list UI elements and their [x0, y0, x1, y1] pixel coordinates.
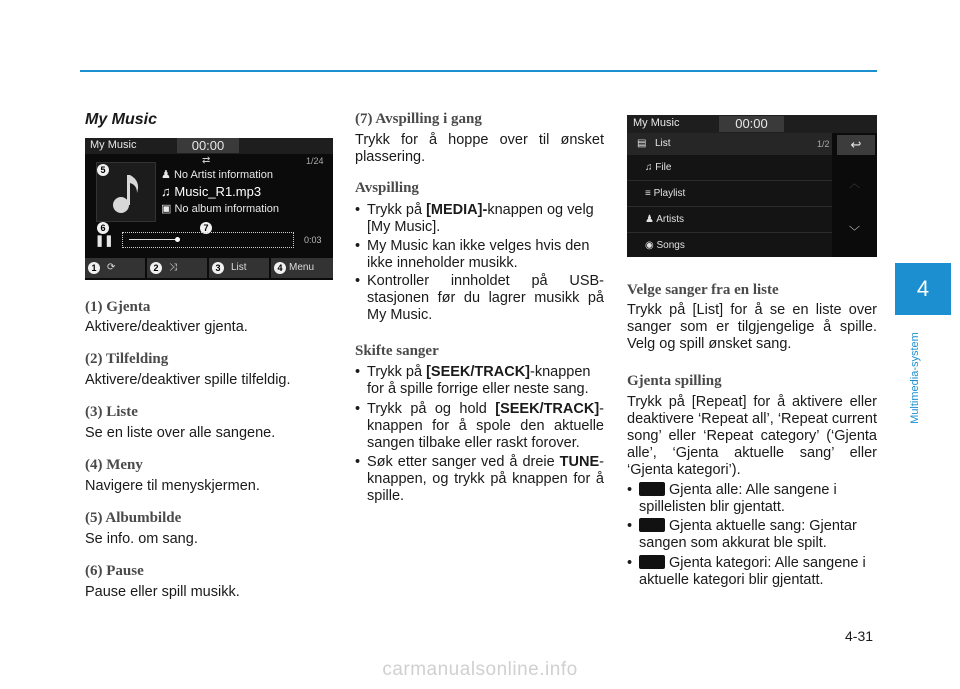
text-select-from-list: Trykk på [List] for å se en liste over sanger som er tilgjengelige å spille. Velg og spill ønsket sang.: [627, 302, 877, 352]
watermark: carmanualsonline.info: [382, 659, 578, 680]
artist-text: No Artist information: [173, 169, 273, 181]
list-item-artists-label: Artists: [656, 214, 684, 225]
page-number: 4-31: [845, 628, 874, 644]
feature-heading-1: (1) Gjenta: [85, 299, 151, 315]
album-icon: ▣: [161, 203, 172, 215]
list-item-playlist-label: Playlist: [653, 188, 686, 199]
progress-bar[interactable]: [122, 232, 294, 248]
feature-heading-3: (3) Liste: [85, 404, 138, 420]
back-button[interactable]: [837, 135, 875, 155]
bullet-repeat-category: [627, 555, 877, 589]
bullet-change-3-post: -knappen, og trykk på knappen for å spille.: [367, 454, 604, 504]
list-header-label: List: [655, 138, 671, 149]
feature-heading-5: (5) Albumbilde: [85, 510, 182, 526]
list-screen-clock: 00:00: [719, 116, 784, 132]
feature-text-2: Aktivere/deaktiver spille tilfeldig.: [85, 372, 291, 388]
bullet-play-3: • Kontroller innholdet på USB-stasjonen før du lagrer musikk på My Music.: [355, 273, 604, 324]
file-icon: ♫: [645, 162, 653, 173]
bullet-change-3: [355, 454, 604, 505]
bullet-change-1-post: -knappen for å spille forrige eller neste sang.: [367, 364, 591, 397]
bullet-repeat-current-text: Gjenta aktuelle sang: Gjentar sangen som akkurat ble spilt.: [639, 518, 857, 551]
screen-clock: 00:00: [177, 138, 239, 153]
elapsed-time: 0:03: [304, 235, 322, 245]
artists-icon: ♟: [645, 214, 654, 225]
track-counter: 1/24: [306, 156, 324, 166]
repeat-current-icon: [639, 518, 665, 532]
list-item-playlist[interactable]: [627, 181, 832, 207]
bullet-change-2: [355, 401, 604, 452]
menu-button[interactable]: [271, 258, 333, 278]
feature-text-3: Se en liste over alle sangene.: [85, 425, 276, 441]
bullet-change-3-key: TUNE: [559, 454, 600, 470]
bullet-change-1-pre: Trykk på: [367, 364, 427, 380]
heading-playback-progress: (7) Avspilling i gang: [355, 111, 482, 127]
callout-3: 3: [212, 262, 224, 274]
bullet-repeat-current: [627, 518, 877, 552]
repeat-icon: ⟳: [107, 262, 116, 273]
menu-button-label: Menu: [289, 262, 315, 273]
bullet-change-2-pre: Trykk på og hold: [367, 401, 496, 417]
shuffle-icon: ⤨: [169, 262, 177, 273]
bullet-repeat-all: [627, 482, 877, 516]
callout-2: 2: [150, 262, 162, 274]
list-button[interactable]: [209, 258, 269, 278]
heading-select-from-list: Velge sanger fra en liste: [627, 282, 779, 298]
feature-text-4: Navigere til menyskjermen.: [85, 478, 260, 494]
list-item-songs[interactable]: [627, 233, 832, 257]
list-item-file-label: File: [655, 162, 672, 173]
scroll-down-icon[interactable]: ﹀: [849, 226, 860, 238]
artist-icon: ♟: [161, 169, 171, 181]
callout-6: 6: [97, 222, 109, 234]
bullet-play-1: [355, 202, 604, 236]
repeat-button[interactable]: [85, 258, 145, 278]
bullet-repeat-category-text: Gjenta kategori: Alle sangene i aktuelle kategori blir gjentatt.: [639, 555, 866, 588]
chapter-tab: 4: [895, 263, 951, 315]
feature-text-5: Se info. om sang.: [85, 531, 198, 547]
artist-row: [161, 168, 273, 181]
bullet-change-2-post: -knappen for å spole den aktuelle sangen tilbake eller raskt forover.: [367, 401, 604, 451]
feature-heading-6: (6) Pause: [85, 563, 144, 579]
my-music-screen: [85, 138, 333, 280]
bullet-change-3-pre: Søk etter sanger ved å dreie: [367, 454, 560, 470]
repeat-indicator-icon: ⇄: [202, 155, 211, 166]
header-rule: [80, 70, 877, 72]
bullet-play-2: • My Music kan ikke velges hvis den ikke inneholder musikk.: [355, 238, 604, 272]
album-row: [161, 202, 279, 215]
callout-5: 5: [97, 164, 109, 176]
callout-1: 1: [88, 262, 100, 274]
feature-heading-2: (2) Tilfelding: [85, 351, 169, 367]
bullet-change-1-key: [SEEK/TRACK]: [426, 364, 531, 380]
bullet-repeat-all-text: Gjenta alle: Alle sangene i spillelisten blir gjentatt.: [639, 482, 837, 515]
heading-repeat: Gjenta spilling: [627, 373, 722, 389]
repeat-category-icon: [639, 555, 665, 569]
screen-title: My Music: [90, 139, 137, 151]
my-music-list-screen: [627, 115, 877, 257]
playlist-icon: ≡: [645, 188, 651, 199]
bullet-play-1-post: knappen og velg [My Music].: [367, 202, 594, 235]
list-header: [627, 133, 832, 155]
list-item-songs-label: Songs: [656, 240, 685, 251]
pause-icon[interactable]: ❚❚: [95, 235, 114, 247]
bullet-play-1-pre: Trykk på: [367, 202, 427, 218]
feature-heading-4: (4) Meny: [85, 457, 143, 473]
bullet-change-1: [355, 364, 604, 398]
list-item-artists[interactable]: [627, 207, 832, 233]
songs-icon: ◉: [645, 240, 654, 251]
list-item-file[interactable]: [627, 155, 832, 181]
back-icon: ↩: [850, 137, 862, 152]
bullet-play-1-key: [MEDIA]-: [426, 202, 488, 218]
chapter-label-text: Multimedia-system: [909, 332, 921, 424]
repeat-all-icon: [639, 482, 665, 496]
song-row: [161, 184, 261, 199]
scroll-up-icon[interactable]: ︿: [849, 178, 860, 190]
chapter-label: [905, 318, 925, 438]
bullet-change-2-key: [SEEK/TRACK]: [495, 401, 600, 417]
callout-7: 7: [200, 222, 212, 234]
section-title: My Music: [85, 111, 158, 128]
feature-text-6: Pause eller spill musikk.: [85, 584, 240, 600]
album-text: No album information: [174, 203, 280, 215]
song-text: Music_R1.mp3: [174, 184, 262, 199]
callout-4: 4: [274, 262, 286, 274]
list-page-indicator: 1/2: [817, 139, 830, 149]
heading-playback: Avspilling: [355, 180, 419, 196]
text-playback-progress: Trykk for å hoppe over til ønsket plassering.: [355, 132, 604, 165]
shuffle-button[interactable]: [147, 258, 207, 278]
list-screen-title: My Music: [633, 117, 680, 129]
heading-change-songs: Skifte sanger: [355, 343, 439, 359]
list-button-label: List: [231, 262, 247, 273]
list-icon: ▤: [637, 138, 647, 149]
feature-text-1: Aktivere/deaktiver gjenta.: [85, 319, 248, 335]
note-icon: ♫: [161, 184, 171, 199]
text-repeat: Trykk på [Repeat] for å aktivere eller deaktivere ‘Repeat all’, ‘Repeat current song’ eller ‘Repeat category’ (‘Gjenta alle’, ‘Gjenta aktuelle sang’ eller ‘Gjenta kategori’).: [627, 394, 877, 478]
